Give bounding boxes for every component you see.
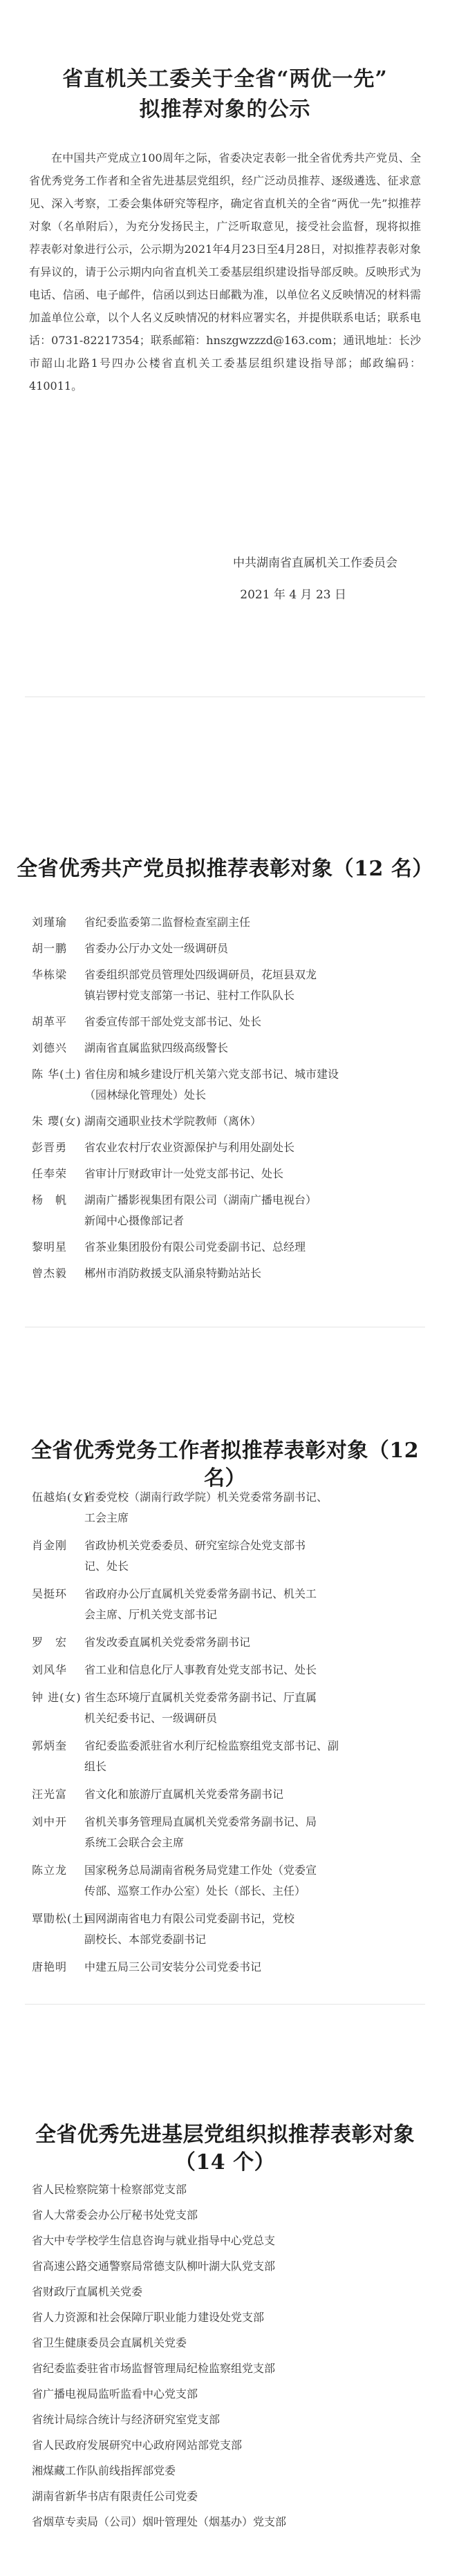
position-line: 传部、巡察工作办公室）处长（部长、主任） xyxy=(84,1884,306,1897)
organization-item: 省广播电视局监听监看中心党支部 xyxy=(32,2387,198,2400)
organization-item: 省烟草专卖局（公司）烟叶管理处（烟基办）党支部 xyxy=(32,2515,287,2528)
list-item xyxy=(32,1064,419,1106)
position-line: 机关纪委书记、一级调研员 xyxy=(84,1712,218,1725)
person-position xyxy=(84,1632,419,1653)
person-position xyxy=(84,1064,419,1106)
list-item xyxy=(32,1038,419,1059)
list-item xyxy=(32,1784,419,1805)
list-item xyxy=(32,938,419,959)
position-line: （园林绿化管理处）处长 xyxy=(84,1088,207,1101)
person-position xyxy=(84,1137,419,1158)
person-name: 唐艳明 xyxy=(32,1960,68,1973)
person-position xyxy=(84,1237,419,1258)
organization-item: 省人民检察院第十检察部党支部 xyxy=(32,2183,187,2196)
person-name: 华栋梁 xyxy=(32,968,68,981)
position-line: 镇岩锣村党支部第一书记、驻村工作队队长 xyxy=(84,989,295,1002)
position-line: 湖南交通职业技术学院教师（离休） xyxy=(84,1115,262,1128)
position-line: 省文化和旅游厅直属机关党委常务副书记 xyxy=(84,1788,284,1801)
list-item xyxy=(32,1812,419,1853)
section-title-party-workers: 全省优秀党务工作者拟推荐表彰对象（12 名） xyxy=(30,1439,420,1490)
position-line: 省茶业集团股份有限公司党委副书记、总经理 xyxy=(84,1240,306,1253)
list-item xyxy=(32,1535,419,1577)
person-position xyxy=(84,1909,419,1950)
list-item xyxy=(32,1111,419,1132)
position-line: 省委办公厅办文处一级调研员 xyxy=(84,942,229,955)
position-line: 新闻中心摄像部记者 xyxy=(84,1214,185,1227)
person-position xyxy=(84,1860,419,1902)
list-item xyxy=(32,1632,419,1653)
organization-item: 省财政厅直属机关党委 xyxy=(32,2285,143,2298)
person-position xyxy=(84,912,419,933)
list-item xyxy=(32,1237,419,1258)
person-name: 陈 华(土) xyxy=(32,1068,82,1081)
list-item xyxy=(32,1164,419,1184)
position-line: 省委组织部党员管理处四级调研员，花垣县双龙 xyxy=(84,968,317,981)
list-item xyxy=(32,1263,419,1284)
position-line: 省委宣传部干部处党支部书记、处长 xyxy=(84,1015,262,1028)
position-line: 组长 xyxy=(84,1760,107,1773)
list-item xyxy=(32,1660,419,1680)
person-position xyxy=(84,965,419,1006)
list-item xyxy=(32,1012,419,1032)
position-line: 国家税务总局湖南省税务局党建工作处（党委宣 xyxy=(84,1864,317,1877)
signature-date: 2021 年 4 月 23 日 xyxy=(240,588,346,602)
person-name: 刘瑾瑜 xyxy=(32,916,68,929)
person-name: 刘风华 xyxy=(32,1663,68,1676)
position-line: 省审计厅财政审计一处党支部书记、处长 xyxy=(84,1167,284,1180)
section-title-party-organizations: 全省优秀先进基层党组织拟推荐表彰对象（14 个） xyxy=(35,2123,415,2175)
person-name: 刘德兴 xyxy=(32,1041,68,1054)
party-member-list xyxy=(32,912,419,1289)
person-position xyxy=(84,938,419,959)
person-position xyxy=(84,1012,419,1032)
person-name: 杨 帆 xyxy=(32,1193,68,1206)
position-line: 湖南省直属监狱四级高级警长 xyxy=(84,1041,229,1054)
person-position xyxy=(84,1263,419,1284)
list-item xyxy=(32,1736,419,1777)
person-position xyxy=(84,1812,419,1853)
person-position xyxy=(84,1038,419,1059)
list-item xyxy=(32,912,419,933)
person-name: 彭晋勇 xyxy=(32,1141,68,1154)
list-item xyxy=(32,1190,419,1231)
position-line: 省纪委监委派驻省水利厅纪检监察组党支部书记、副 xyxy=(84,1739,339,1752)
position-line: 省工业和信息化厅人事教育处党支部书记、处长 xyxy=(84,1663,317,1676)
person-name: 汪光富 xyxy=(32,1788,68,1801)
notice-paragraph: 在中国共产党成立100周年之际，省委决定表彰一批全省优秀共产党员、全省优秀党务工作者和全省先进基层党组织，经广泛动员推荐、逐级遴选、征求意见、深入考察，工委会集体研究等程序，确定省直机关的全省“两优一先”拟推荐对象（名单附后），为充分发扬民主，广泛听取意见，接受社会监督，现将拟推荐表彰对象进行公示，公示期为2021年4月23日至4月28日，对拟推荐表彰对象有异议的，请于公示期内向省直机关工委基层组织建设指导部反映。反映形式为电话、信函、电子邮件，信函以到达日邮戳为准，以单位名义反映情况的材料需加盖单位公章，以个人名义反映情况的材料应署实名，并提供联系电话；联系电话：0731-82217354；联系邮箱：hnszgwzzzd@163.com；通讯地址：长沙市韶山北路1号四办公楼省直机关工委基层组织建设指导部；邮政编码：410011。 xyxy=(29,151,421,392)
person-name: 胡革平 xyxy=(32,1015,68,1028)
position-line: 省机关事务管理局直属机关党委常务副书记、局 xyxy=(84,1815,317,1828)
organization-item: 省高速公路交通警察局常德支队柳叶湖大队党支部 xyxy=(32,2260,276,2273)
organization-item: 湘煤藏工作队前线指挥部党委 xyxy=(32,2464,176,2477)
list-item xyxy=(32,965,419,1006)
position-line: 中建五局三公司安装分公司党委书记 xyxy=(84,1960,262,1973)
organization-item: 省统计局综合统计与经济研究室党支部 xyxy=(32,2413,221,2426)
organization-item: 省人力资源和社会保障厅职业能力建设处党支部 xyxy=(32,2311,265,2324)
person-name: 郭炳奎 xyxy=(32,1739,68,1752)
person-name: 黎明星 xyxy=(32,1240,68,1253)
position-line: 省政协机关党委委员、研究室综合处党支部书 xyxy=(84,1539,306,1552)
person-position xyxy=(84,1164,419,1184)
list-item xyxy=(32,1487,419,1528)
person-name: 肖金刚 xyxy=(32,1539,68,1552)
notice-title-line2: 拟推荐对象的公示 xyxy=(139,97,311,122)
signature-org: 中共湖南省直属机关工作委员会 xyxy=(233,556,397,570)
person-name: 任奉荣 xyxy=(32,1167,68,1180)
person-position xyxy=(84,1190,419,1231)
organization-item: 湖南省新华书店有限责任公司党委 xyxy=(32,2490,198,2503)
position-line: 省农业农村厅农业资源保护与利用处副处长 xyxy=(84,1141,295,1154)
list-item xyxy=(32,1909,419,1950)
position-line: 会主席、厅机关党支部书记 xyxy=(84,1608,218,1621)
person-position xyxy=(84,1687,419,1729)
person-name: 伍越焰(女) xyxy=(32,1490,89,1504)
position-line: 国网湖南省电力有限公司党委副书记，党校 xyxy=(84,1912,295,1925)
person-position xyxy=(84,1660,419,1680)
party-organization-list xyxy=(32,2177,419,2535)
person-name: 朱 璎(女) xyxy=(32,1115,82,1128)
divider xyxy=(25,2004,425,2005)
organization-item: 省人民政府发展研究中心政府网站部党支部 xyxy=(32,2438,243,2452)
person-name: 罗 宏 xyxy=(32,1636,68,1649)
position-line: 记、处长 xyxy=(84,1560,129,1573)
organization-item: 省人大常委会办公厅秘书处党支部 xyxy=(32,2208,198,2222)
position-line: 省委党校（湖南行政学院）机关党委常务副书记、 xyxy=(84,1490,328,1504)
notice-title-line1: 省直机关工委关于全省“两优一先” xyxy=(62,67,388,91)
person-position xyxy=(84,1535,419,1577)
list-item xyxy=(32,1137,419,1158)
list-item xyxy=(32,1584,419,1625)
person-position xyxy=(84,1957,419,1978)
person-name: 覃勖松(土) xyxy=(32,1912,89,1925)
person-position xyxy=(84,1111,419,1132)
person-name: 胡一鹏 xyxy=(32,942,68,955)
person-name: 吴挺环 xyxy=(32,1587,68,1600)
position-line: 省政府办公厅直属机关党委常务副书记、机关工 xyxy=(84,1587,317,1600)
position-line: 省纪委监委第二监督检查室副主任 xyxy=(84,916,251,929)
party-worker-list xyxy=(32,1487,419,1985)
person-position xyxy=(84,1584,419,1625)
person-name: 陈立龙 xyxy=(32,1864,68,1877)
organization-item: 省大中专学校学生信息咨询与就业指导中心党总支 xyxy=(32,2234,276,2247)
section-title-party-members: 全省优秀共产党员拟推荐表彰对象（12 名） xyxy=(17,857,433,881)
person-name: 刘中开 xyxy=(32,1815,68,1828)
person-name: 曾杰毅 xyxy=(32,1267,68,1280)
person-position xyxy=(84,1736,419,1777)
organization-item: 省卫生健康委员会直属机关党委 xyxy=(32,2336,187,2349)
list-item xyxy=(32,1957,419,1978)
position-line: 省生态环境厅直属机关党委常务副书记、厅直属 xyxy=(84,1691,317,1704)
person-name: 钟 进(女) xyxy=(32,1691,82,1704)
organization-item: 省纪委监委驻省市场监督管理局纪检监察组党支部 xyxy=(32,2362,276,2375)
position-line: 省发改委直属机关党委常务副书记 xyxy=(84,1636,251,1649)
position-line: 副校长、本部党委副书记 xyxy=(84,1933,207,1946)
position-line: 郴州市消防救援支队涌泉特勤站站长 xyxy=(84,1267,262,1280)
list-item xyxy=(32,1860,419,1902)
list-item xyxy=(32,1687,419,1729)
position-line: 湖南广播影视集团有限公司（湖南广播电视台） xyxy=(84,1193,317,1206)
position-line: 工会主席 xyxy=(84,1511,129,1524)
person-position xyxy=(84,1784,419,1805)
person-position xyxy=(84,1487,419,1528)
position-line: 省住房和城乡建设厅机关第六党支部书记、城市建设 xyxy=(84,1068,339,1081)
position-line: 系统工会联合会主席 xyxy=(84,1836,185,1849)
notice-body xyxy=(29,146,421,397)
